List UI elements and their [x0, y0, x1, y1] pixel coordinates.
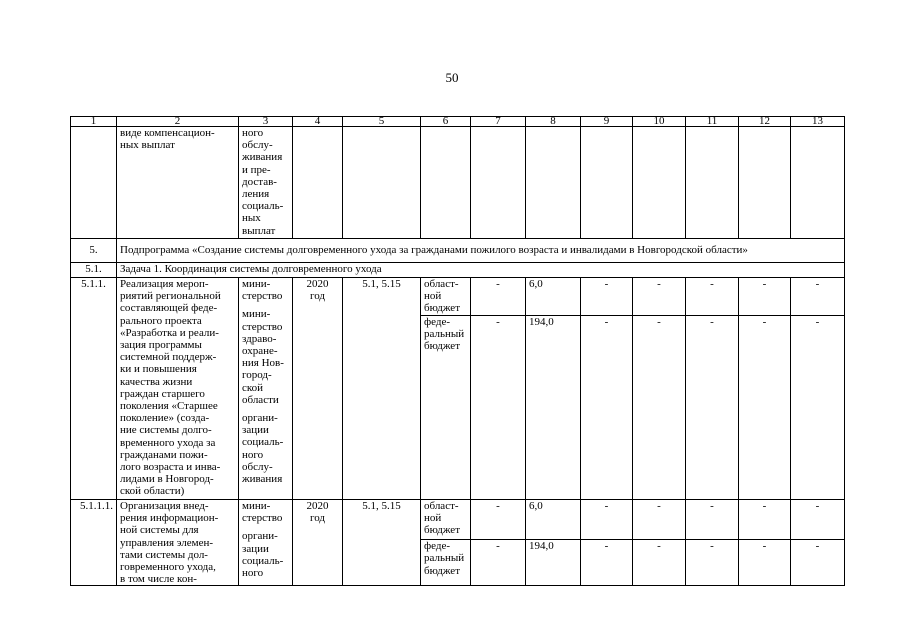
- cell-value: -: [739, 278, 791, 316]
- cell-value: -: [633, 316, 686, 500]
- cell-value: -: [581, 540, 633, 586]
- cell-name: виде компенсацион- ных выплат: [117, 127, 239, 239]
- cell-value: -: [471, 540, 526, 586]
- column-number-row: [71, 117, 845, 127]
- cell-value: -: [471, 500, 526, 540]
- cell-funding-source: феде- ральный бюджет: [421, 316, 471, 500]
- col-header: 4: [293, 117, 343, 127]
- cell-value: -: [581, 500, 633, 540]
- cell-value: 6,0: [526, 278, 581, 316]
- cell-name: Реализация мероп- риятий региональной составляющей феде- рального проекта «Разработка и реали- зация программы системной поддерж- ки и повышения качества жизни граждан старшего поколения «Старшее поколение» (созда- ние системы долго- временного ухода за гражданами пожи- лого возраста и инва- лидами в Новгород- ской области): [117, 278, 239, 500]
- executor-1: мини- стерство: [242, 278, 283, 303]
- cell-value: -: [686, 500, 739, 540]
- cell-value: -: [791, 316, 845, 500]
- cell-executor: [239, 500, 293, 586]
- section-5-1-row: [71, 263, 845, 278]
- cell-value: -: [686, 540, 739, 586]
- cell-value: -: [739, 500, 791, 540]
- cell-value: -: [739, 316, 791, 500]
- col-header: 8: [526, 117, 581, 127]
- cell-funding-source: област- ной бюджет: [421, 278, 471, 316]
- cell-value: -: [581, 316, 633, 500]
- cell-indicator-ref: 5.1, 5.15: [343, 500, 421, 586]
- col-header: 5: [343, 117, 421, 127]
- cell-funding-source: област- ной бюджет: [421, 500, 471, 540]
- col-header: 1: [71, 117, 117, 127]
- col-header: 6: [421, 117, 471, 127]
- col-header: 10: [633, 117, 686, 127]
- executor-3: органи- зации социаль- ного обслу- живания: [242, 412, 284, 486]
- cell-year: 2020 год: [293, 500, 343, 586]
- section-number: 5.1.: [71, 263, 117, 278]
- cell-value: -: [581, 278, 633, 316]
- cell-value: -: [471, 316, 526, 500]
- cell-value: 194,0: [526, 316, 581, 500]
- col-header: 3: [239, 117, 293, 127]
- cell-year: 2020 год: [293, 278, 343, 500]
- subprogram-title: Подпрограмма «Создание системы долговременного ухода за гражданами пожилого возраста и инвалидами в Новгородской области»: [117, 239, 845, 263]
- executor-2: органи- зации социаль- ного: [242, 530, 284, 580]
- cell-funding-source: феде- ральный бюджет: [421, 540, 471, 586]
- cell-value: -: [739, 540, 791, 586]
- row-number: 5.1.1.1.: [71, 500, 117, 586]
- cell-indicator-ref: 5.1, 5.15: [343, 278, 421, 500]
- cell-value: -: [471, 278, 526, 316]
- col-header: 12: [739, 117, 791, 127]
- page-number: 50: [445, 70, 459, 85]
- cell-value: -: [791, 278, 845, 316]
- cell-name: Организация внед- рения информацион- ной системы для управления элемен- тами системы дол- говременного ухода, в том числе кон-: [117, 500, 239, 586]
- executor-1: мини- стерство: [242, 500, 283, 525]
- cell-value: 6,0: [526, 500, 581, 540]
- col-header: 11: [686, 117, 739, 127]
- cell-value: -: [686, 278, 739, 316]
- cell-value: -: [791, 500, 845, 540]
- col-header: 7: [471, 117, 526, 127]
- cell-value: -: [686, 316, 739, 500]
- program-table: [70, 116, 845, 586]
- table-row: [71, 500, 845, 540]
- section-5-row: [71, 239, 845, 263]
- executor-2: мини- стерство здраво- охране- ния Нов- город- ской области: [242, 308, 284, 406]
- col-header: 2: [117, 117, 239, 127]
- continuation-row: [71, 127, 845, 239]
- cell-value: -: [791, 540, 845, 586]
- task-title: Задача 1. Координация системы долговременного ухода: [117, 263, 845, 278]
- row-number: 5.1.1.: [71, 278, 117, 500]
- table-row: [71, 278, 845, 316]
- cell-value: 194,0: [526, 540, 581, 586]
- cell-executor: ного обслу- живания и пре- достав- ления социаль- ных выплат: [239, 127, 293, 239]
- cell-value: -: [633, 540, 686, 586]
- col-header: 9: [581, 117, 633, 127]
- cell-executor: [239, 278, 293, 500]
- col-header: 13: [791, 117, 845, 127]
- section-number: 5.: [71, 239, 117, 263]
- cell-value: -: [633, 278, 686, 316]
- cell-value: -: [633, 500, 686, 540]
